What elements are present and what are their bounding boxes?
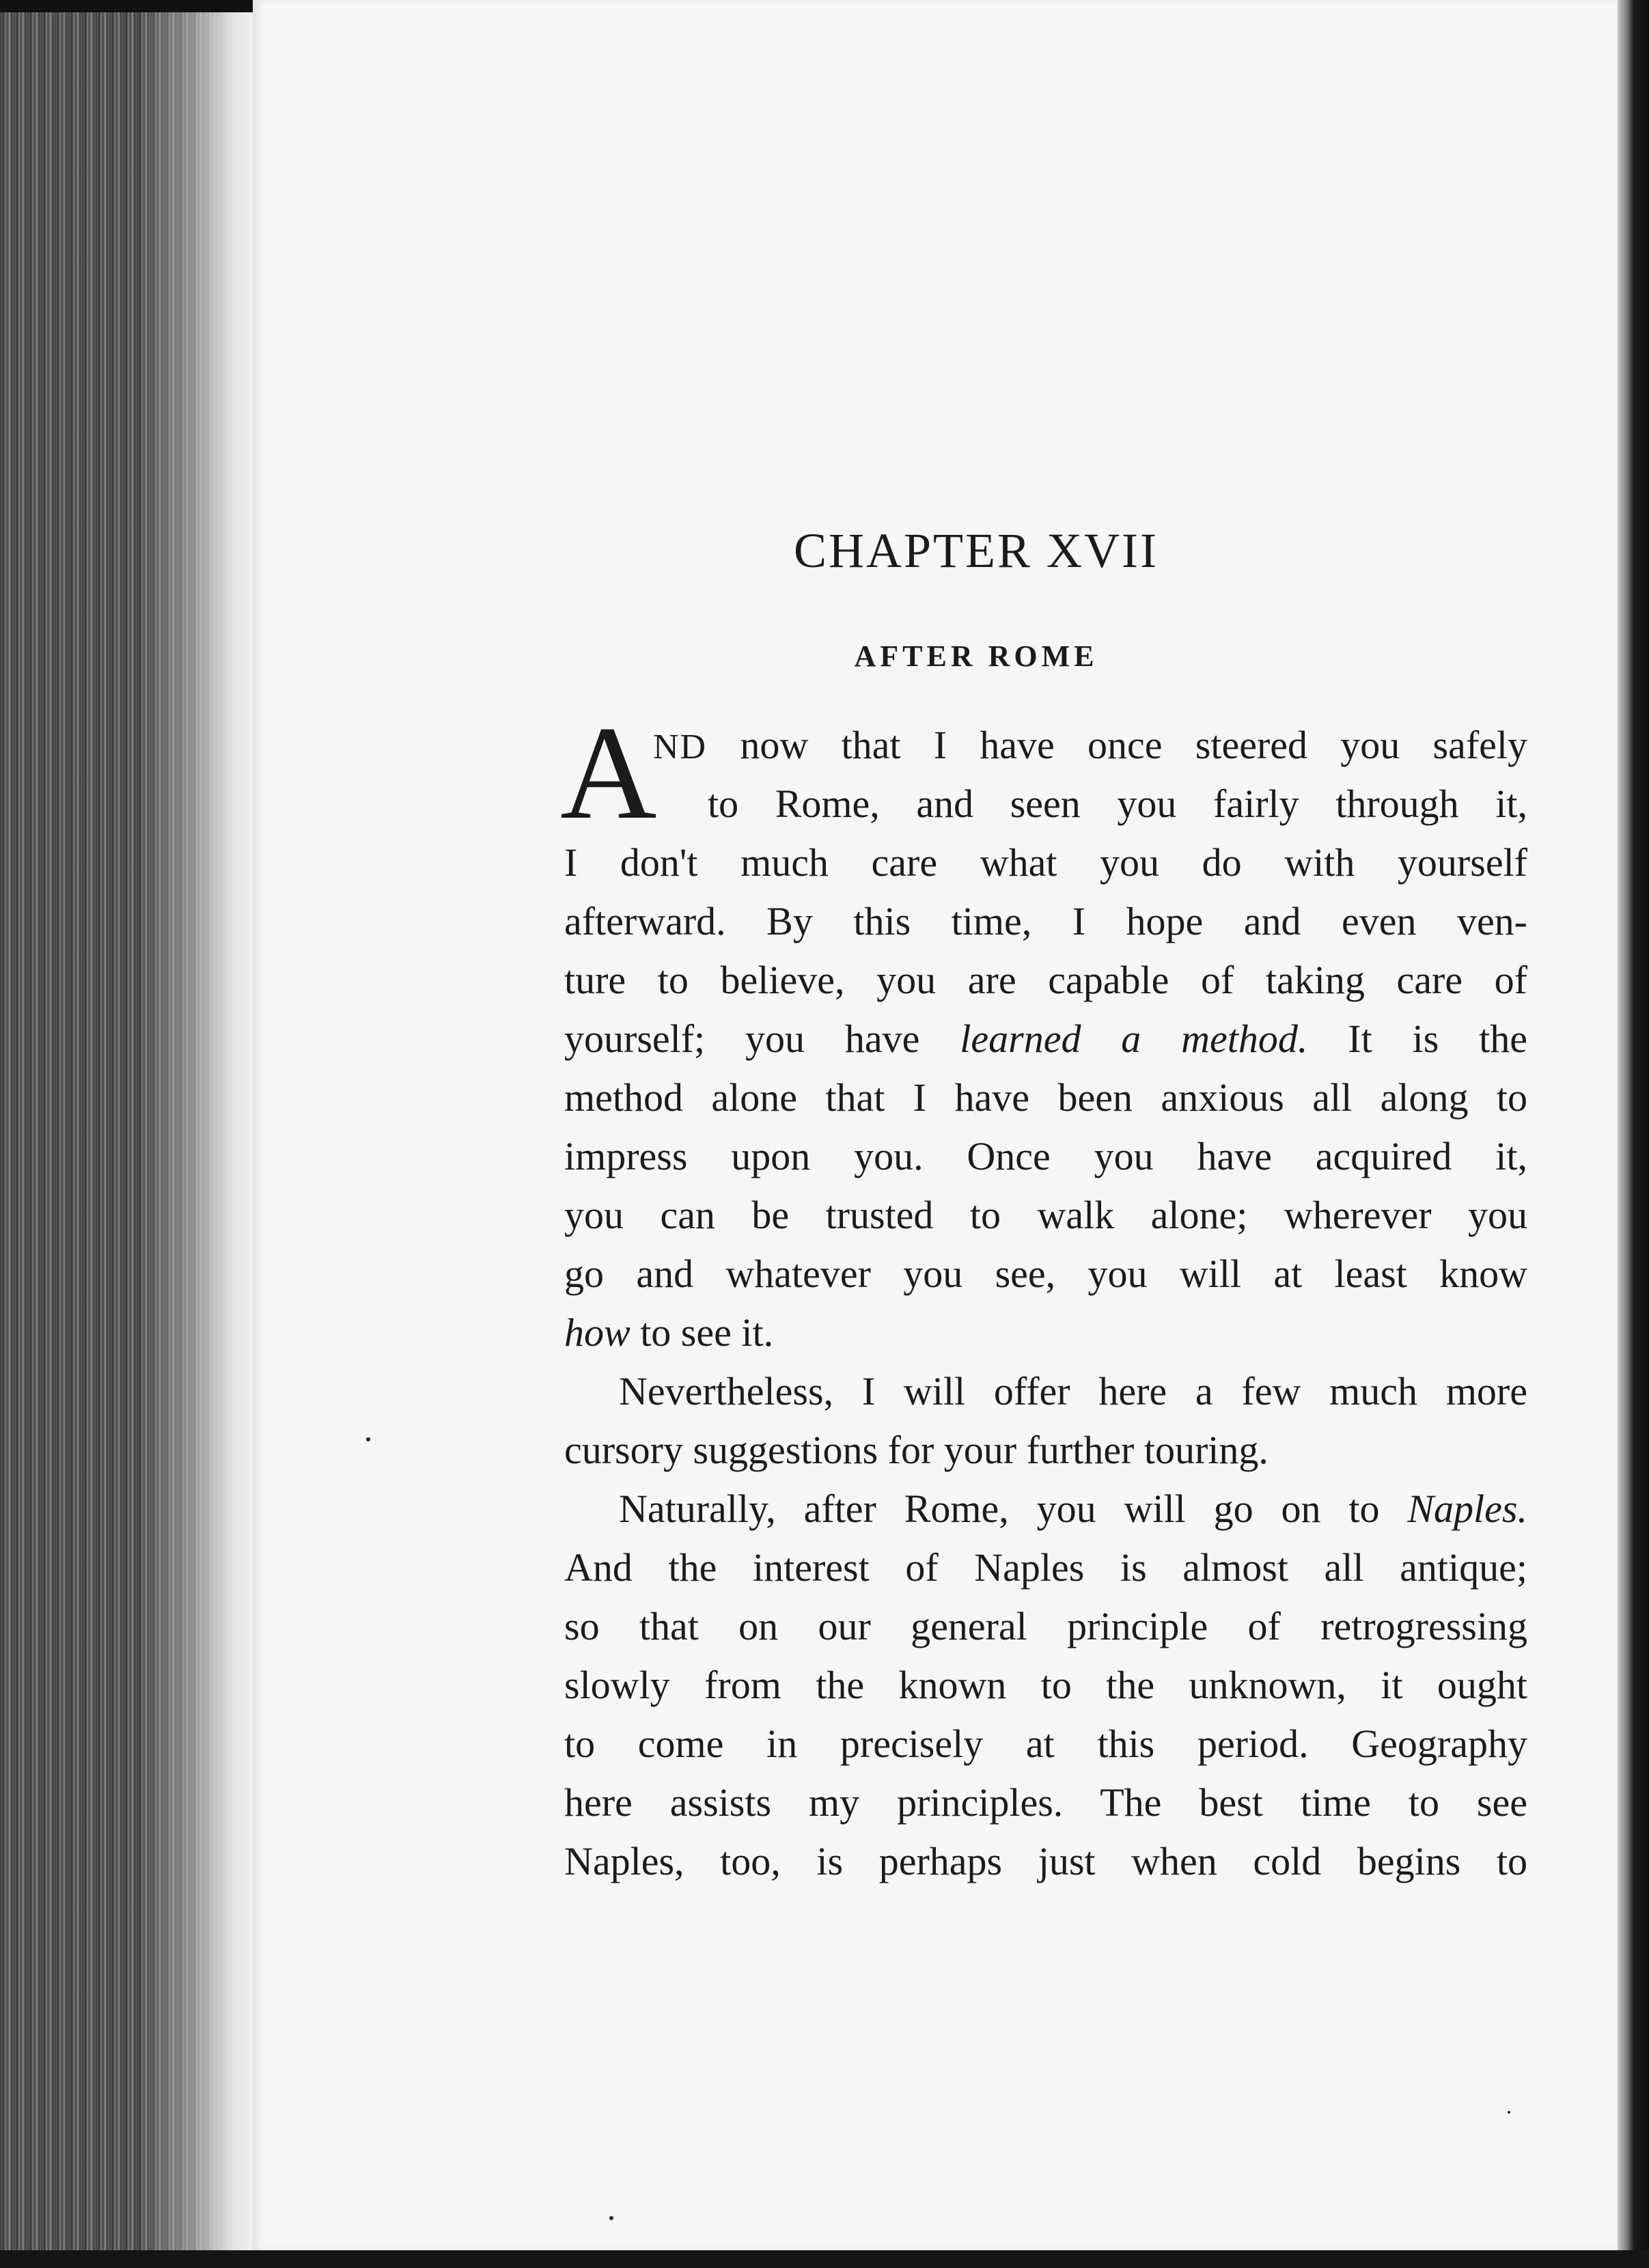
page-speck <box>366 1437 370 1441</box>
text-line: Nevertheless, I will offer here a few much more <box>619 1369 1527 1413</box>
text-line: Naturally, after Rome, you will go on to Naples. <box>619 1486 1527 1531</box>
text-line: to come in precisely at this period. Geography <box>564 1721 1527 1766</box>
chapter-subtitle: AFTER ROME <box>854 639 1098 673</box>
text-line: cursory suggestions for your further touring. <box>564 1428 1269 1472</box>
text-line: method alone that I have been anxious all along to <box>564 1075 1527 1120</box>
text-line: I don't much care what you do with yourself <box>564 840 1527 885</box>
scan-border-top <box>0 0 256 12</box>
text-line: you can be trusted to walk alone; wherever you <box>564 1193 1527 1237</box>
text-line: yourself; you have learned a method. It is the <box>564 1017 1527 1061</box>
book-page-edges <box>0 0 256 2268</box>
text-line: afterward. By this time, I hope and even ven- <box>564 899 1527 943</box>
text-line: go and whatever you see, you will at least know <box>564 1251 1527 1296</box>
chapter-heading: CHAPTER XVII <box>794 523 1159 578</box>
page-speck <box>1508 2111 1510 2114</box>
text-line: ture to believe, you are capable of taking care of <box>564 958 1527 1002</box>
text-line: And the interest of Naples is almost all antique; <box>564 1545 1527 1590</box>
text-line: impress upon you. Once you have acquired it, <box>564 1134 1527 1178</box>
text-line: how to see it. <box>564 1310 774 1355</box>
text-line: to Rome, and seen you fairly through it, <box>708 782 1527 826</box>
book-binding-edge <box>1618 0 1649 2268</box>
text-line: so that on our general principle of retrogressing <box>564 1604 1527 1648</box>
text-line: here assists my principles. The best time to see <box>564 1780 1527 1825</box>
page-speck <box>609 2216 613 2220</box>
text-line: slowly from the known to the unknown, it ought <box>564 1663 1527 1707</box>
chapter-text <box>560 699 1527 1891</box>
drop-cap: A <box>560 699 657 847</box>
scan-border-bottom <box>0 2250 1649 2268</box>
text-line: Naples, too, is perhaps just when cold begins to <box>564 1839 1527 1883</box>
text-line: ND now that I have once steered you safely <box>653 723 1527 767</box>
